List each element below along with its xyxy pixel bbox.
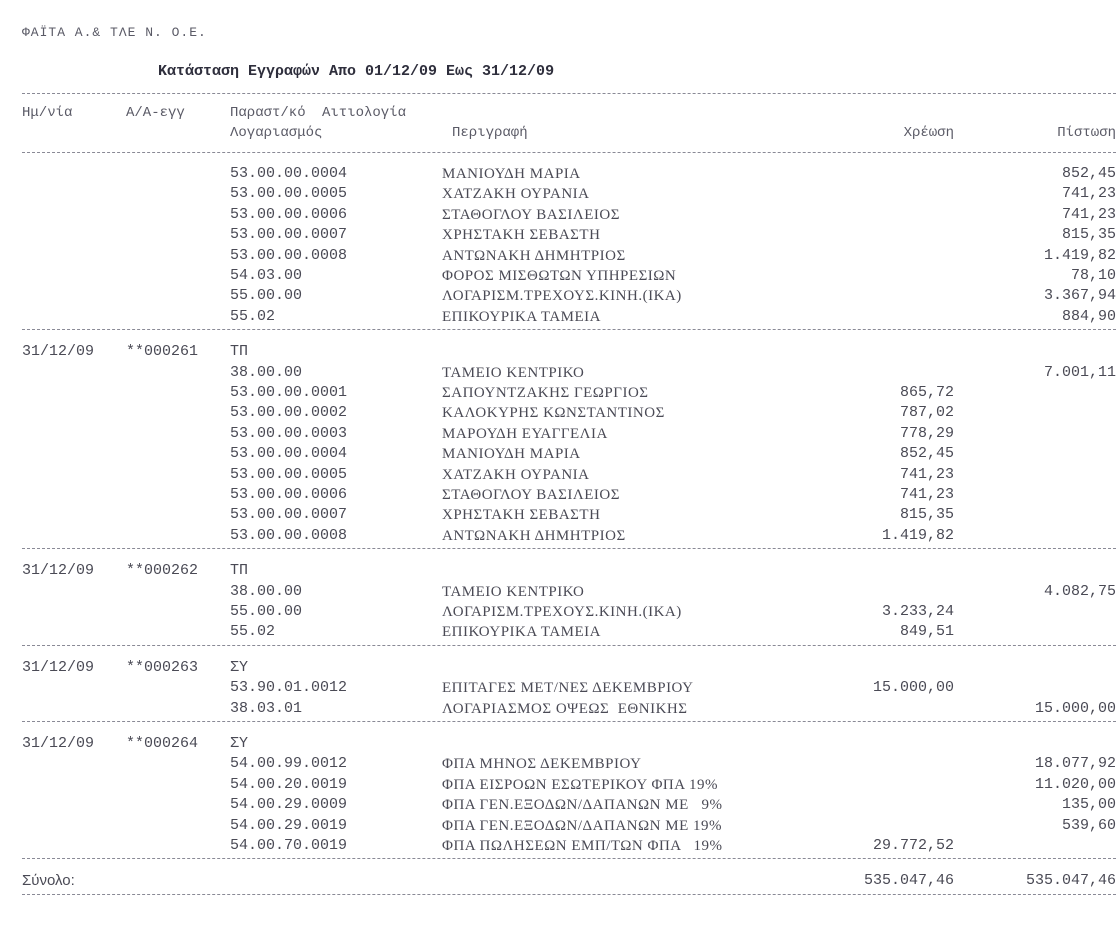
credit-amount: 741,23: [1061, 185, 1116, 203]
account-description: ΧΑΤΖΑΚΗ ΟΥΡΑΝΙΑ: [442, 466, 590, 483]
account-description: ΛΟΓΑΡΙΣΜ.ΤΡΕΧΟΥΣ.ΚΙΝΗ.(ΙΚΑ): [442, 604, 682, 620]
entry-number: **000263: [126, 658, 199, 676]
debit-amount: 741,23: [899, 486, 954, 503]
debit-amount: 815,35: [899, 506, 954, 524]
table-row: [0, 602, 1120, 622]
table-row: [0, 424, 1120, 444]
account-code: 55.00.00: [230, 603, 303, 620]
credit-amount: 78,10: [1070, 267, 1116, 284]
credit-amount: 18.077,92: [1034, 755, 1116, 773]
totals-credit: 535.047,46: [1025, 872, 1116, 890]
credit-amount: 741,23: [1061, 205, 1116, 223]
debit-amount: 1.419,82: [881, 526, 954, 544]
account-description: ΕΠΙΚΟΥΡΙΚΑ ΤΑΜΕΙΑ: [442, 308, 601, 325]
table-row: [0, 754, 1120, 774]
credit-amount: 852,45: [1061, 165, 1116, 182]
debit-amount: 849,51: [899, 623, 954, 641]
account-description: ΑΝΤΩΝΑΚΗ ΔΗΜΗΤΡΙΟΣ: [442, 527, 626, 544]
credit-amount: 539,60: [1061, 816, 1116, 834]
account-description: ΜΑΝΙΟΥΔΗ ΜΑΡΙΑ: [442, 446, 581, 463]
table-row: [0, 205, 1120, 225]
credit-amount: 815,35: [1061, 226, 1116, 244]
account-description: ΧΡΗΣΤΑΚΗ ΣΕΒΑΣΤΗ: [442, 227, 601, 244]
report-title: Κατάσταση Εγγραφών Απο 01/12/09 Εως 31/12/09: [158, 63, 555, 80]
table-row: [0, 246, 1120, 266]
entry-header: [0, 734, 1120, 754]
table-row: [0, 225, 1120, 245]
divider: [22, 93, 1116, 94]
table-row: [0, 836, 1120, 856]
debit-amount: 29.772,52: [872, 837, 954, 854]
table-row: [0, 699, 1120, 719]
table-row: [0, 485, 1120, 505]
account-description: ΦΠΑ ΓΕΝ.ΕΞΟΔΩΝ/ΔΑΠΑΝΩΝ ΜΕ 19%: [442, 817, 722, 834]
table-row: [0, 383, 1120, 403]
entry-date: 31/12/09: [22, 658, 95, 676]
entry-doc-type: ΣΥ: [230, 735, 249, 752]
header-reason: Αιτιολογία: [322, 105, 407, 121]
account-code: 38.00.00: [230, 363, 303, 381]
debit-amount: 3.233,24: [881, 603, 954, 620]
entry-date: 31/12/09: [22, 562, 95, 580]
entry-number: **000264: [126, 735, 199, 752]
table-row: [0, 266, 1120, 286]
account-code: 53.00.00.0005: [230, 185, 348, 203]
account-code: 54.00.29.0009: [230, 796, 348, 814]
account-description: ΣΑΠΟΥΝΤΖΑΚΗΣ ΓΕΩΡΓΙΟΣ: [442, 385, 649, 401]
account-description: ΦΠΑ ΕΙΣΡΟΩΝ ΕΣΩΤΕΡΙΚΟΥ ΦΠΑ 19%: [442, 776, 719, 793]
credit-amount: 4.082,75: [1043, 582, 1116, 600]
account-code: 54.00.20.0019: [230, 775, 348, 793]
table-row: [0, 622, 1120, 642]
header-debit: Χρέωση: [903, 125, 954, 141]
table-row: [0, 678, 1120, 698]
table-row: [0, 505, 1120, 525]
account-description: ΦΠΑ ΜΗΝΟΣ ΔΕΚΕΜΒΡΙΟΥ: [442, 756, 642, 773]
account-code: 53.00.00.0004: [230, 165, 348, 182]
account-code: 53.00.00.0007: [230, 226, 348, 244]
account-code: 53.00.00.0002: [230, 404, 348, 422]
account-description: ΚΑΛΟΚΥΡΗΣ ΚΩΝΣΤΑΝΤΙΝΟΣ: [442, 405, 665, 422]
account-code: 53.00.00.0003: [230, 424, 348, 442]
entry-number: **000261: [126, 343, 199, 361]
account-description: ΦΟΡΟΣ ΜΙΣΘΩΤΩΝ ΥΠΗΡΕΣΙΩΝ: [442, 268, 677, 284]
table-row: [0, 184, 1120, 204]
entry-header: [0, 658, 1120, 678]
account-code: 54.00.29.0019: [230, 816, 348, 834]
account-code: 55.00.00: [230, 287, 303, 305]
entry-date: 31/12/09: [22, 343, 95, 361]
debit-amount: 778,29: [899, 424, 954, 442]
credit-amount: 7.001,11: [1043, 363, 1116, 381]
header-description: Περιγραφή: [452, 125, 528, 141]
account-code: 53.00.00.0007: [230, 506, 348, 524]
account-code: 38.00.00: [230, 582, 303, 600]
table-row: [0, 403, 1120, 423]
divider: [22, 645, 1116, 646]
header-credit: Πίστωση: [1057, 125, 1116, 141]
table-row: [0, 286, 1120, 306]
totals-debit: 535.047,46: [863, 872, 954, 890]
totals-label: Σύνολο:: [22, 872, 75, 890]
divider: [22, 152, 1116, 153]
credit-amount: 11.020,00: [1034, 775, 1116, 793]
table-row: [0, 363, 1120, 383]
debit-amount: 852,45: [899, 445, 954, 463]
table-row: [0, 444, 1120, 464]
entry-number: **000262: [126, 562, 199, 580]
entry-doc-type: ΤΠ: [230, 343, 249, 361]
entry-doc-type: ΤΠ: [230, 562, 249, 580]
table-row: [0, 816, 1120, 836]
account-description: ΜΑΝΙΟΥΔΗ ΜΑΡΙΑ: [442, 166, 581, 182]
account-code: 55.02: [230, 623, 276, 641]
table-row: [0, 582, 1120, 602]
table-row: [0, 775, 1120, 795]
account-description: ΣΤΑΘΟΓΛΟΥ ΒΑΣΙΛΕΙΟΣ: [442, 487, 620, 503]
account-code: 53.00.00.0006: [230, 205, 348, 223]
divider: [22, 329, 1116, 330]
header-date: Ημ/νία: [22, 105, 73, 121]
divider: [22, 858, 1116, 859]
account-description: ΧΑΤΖΑΚΗ ΟΥΡΑΝΙΑ: [442, 186, 590, 203]
account-description: ΤΑΜΕΙΟ ΚΕΝΤΡΙΚΟ: [442, 364, 585, 381]
account-code: 53.00.00.0004: [230, 445, 348, 463]
account-code: 53.00.00.0005: [230, 465, 348, 483]
entry-header: [0, 561, 1120, 581]
entry-date: 31/12/09: [22, 735, 95, 752]
credit-amount: 15.000,00: [1034, 699, 1116, 717]
account-description: ΛΟΓΑΡΙΑΣΜΟΣ ΟΨΕΩΣ ΕΘΝΙΚΗΣ: [442, 700, 688, 717]
header-entry-no: Α/Α-εγγ: [126, 105, 185, 121]
account-description: ΤΑΜΕΙΟ ΚΕΝΤΡΙΚΟ: [442, 583, 585, 600]
account-code: 53.00.00.0001: [230, 384, 348, 401]
credit-amount: 135,00: [1061, 796, 1116, 814]
entry-doc-type: ΣΥ: [230, 658, 249, 676]
account-description: ΑΝΤΩΝΑΚΗ ΔΗΜΗΤΡΙΟΣ: [442, 247, 626, 264]
table-row: [0, 795, 1120, 815]
account-description: ΣΤΑΘΟΓΛΟΥ ΒΑΣΙΛΕΙΟΣ: [442, 206, 620, 223]
account-code: 53.00.00.0006: [230, 486, 348, 503]
account-description: ΦΠΑ ΠΩΛΗΣΕΩΝ ΕΜΠ/ΤΩΝ ΦΠΑ 19%: [442, 838, 723, 854]
account-description: ΛΟΓΑΡΙΣΜ.ΤΡΕΧΟΥΣ.ΚΙΝΗ.(ΙΚΑ): [442, 288, 682, 305]
account-code: 54.00.99.0012: [230, 755, 348, 773]
credit-amount: 1.419,82: [1043, 246, 1116, 264]
account-code: 54.03.00: [230, 267, 303, 284]
account-description: ΧΡΗΣΤΑΚΗ ΣΕΒΑΣΤΗ: [442, 507, 601, 524]
account-description: ΕΠΙΚΟΥΡΙΚΑ ΤΑΜΕΙΑ: [442, 624, 601, 641]
account-description: ΦΠΑ ΓΕΝ.ΕΞΟΔΩΝ/ΔΑΠΑΝΩΝ ΜΕ 9%: [442, 797, 723, 814]
account-code: 38.03.01: [230, 699, 303, 717]
account-code: 55.02: [230, 307, 276, 325]
account-code: 53.00.00.0008: [230, 246, 348, 264]
company-name: ΦΑΪΤΑ Α.& ΤΛΕ Ν. Ο.Ε.: [22, 25, 207, 40]
divider: [22, 721, 1116, 722]
table-row: [0, 465, 1120, 485]
totals-row: [0, 871, 1120, 891]
table-row: [0, 164, 1120, 184]
account-code: 54.00.70.0019: [230, 837, 348, 854]
debit-amount: 15.000,00: [872, 679, 954, 697]
debit-amount: 741,23: [899, 465, 954, 483]
account-code: 53.00.00.0008: [230, 526, 348, 544]
credit-amount: 884,90: [1061, 307, 1116, 325]
debit-amount: 865,72: [899, 384, 954, 401]
account-code: 53.90.01.0012: [230, 679, 348, 697]
divider: [22, 894, 1116, 895]
table-row: [0, 526, 1120, 546]
account-description: ΜΑΡΟΥΔΗ ΕΥΑΓΓΕΛΙΑ: [442, 425, 608, 442]
header-account: Λογαριασμός: [230, 125, 323, 141]
table-row: [0, 307, 1120, 327]
credit-amount: 3.367,94: [1043, 287, 1116, 305]
divider: [22, 548, 1116, 549]
debit-amount: 787,02: [899, 404, 954, 422]
header-doc-type: Παραστ/κό: [230, 105, 306, 121]
entry-header: [0, 342, 1120, 362]
account-description: ΕΠΙΤΑΓΕΣ ΜΕΤ/ΝΕΣ ΔΕΚΕΜΒΡΙΟΥ: [442, 680, 694, 697]
